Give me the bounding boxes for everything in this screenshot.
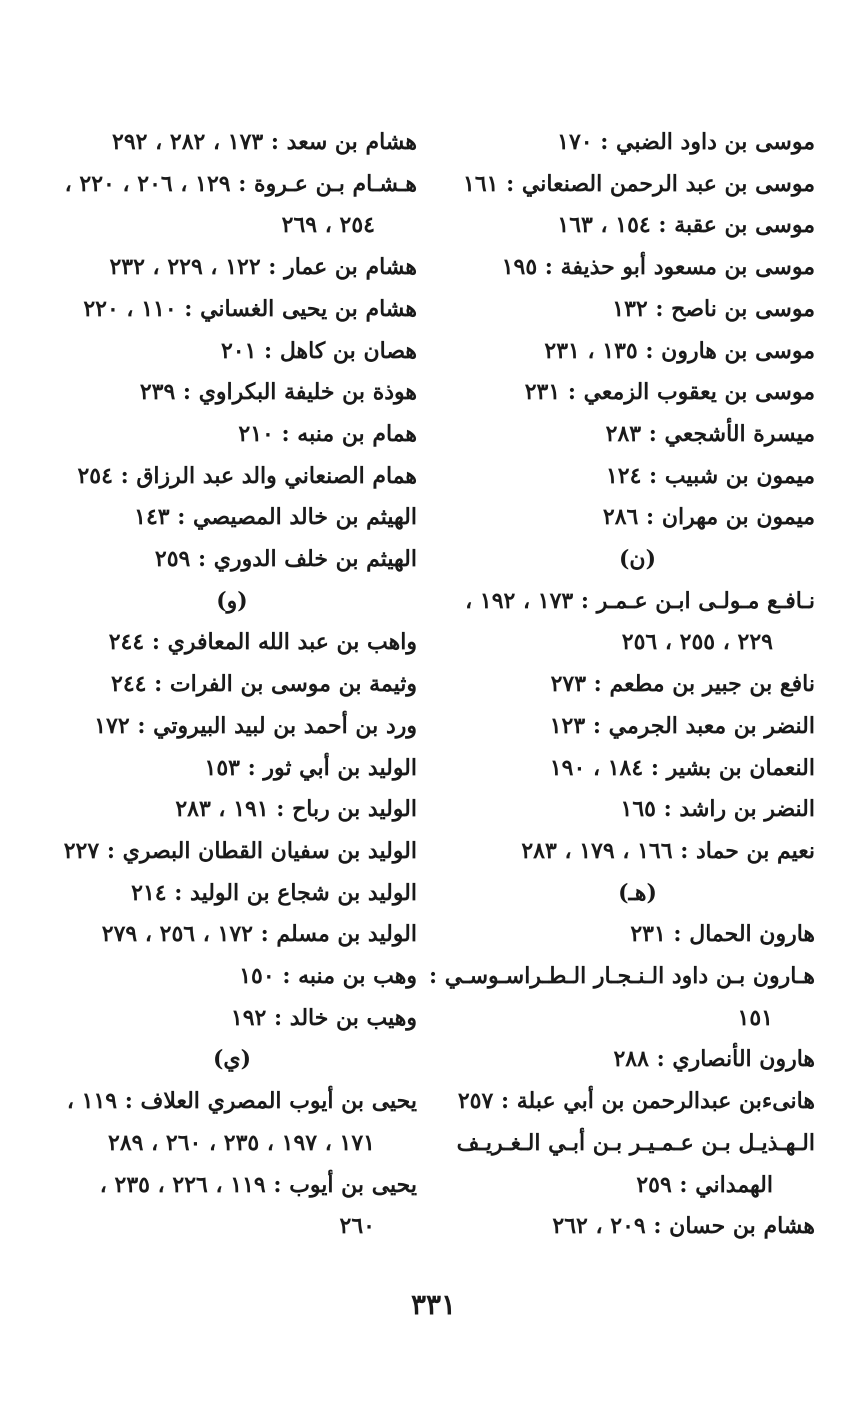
index-entry bbox=[460, 1206, 815, 1248]
index-entry bbox=[47, 247, 417, 289]
index-entry-text: ورد بن أحمد بن لبيد البيروتي : ١٧٢ bbox=[94, 712, 417, 739]
index-entry bbox=[47, 414, 417, 456]
index-entry bbox=[460, 581, 815, 664]
index-entry-text: موسى بن مسعود أبو حذيفة : ١٩٥ bbox=[501, 254, 815, 281]
index-entry-continuation: ٢٥٤ ، ٢٦٩ bbox=[281, 212, 375, 239]
index-entry-text: النضر بن معبد الجرمي : ١٢٣ bbox=[549, 712, 815, 739]
index-entry bbox=[429, 956, 815, 1039]
index-entry-continuation: ١٥١ bbox=[737, 1004, 773, 1031]
index-entry-text: همام الصنعاني والد عبد الرزاق : ٢٥٤ bbox=[77, 462, 417, 489]
index-entry-text: موسى بن ناصح : ١٣٢ bbox=[612, 295, 815, 322]
index-entry-continuation: ٢٢٩ ، ٢٥٥ ، ٢٥٦ bbox=[621, 629, 773, 656]
index-entry-text: هوذة بن خليفة البكراوي : ٢٣٩ bbox=[139, 379, 417, 406]
index-entry bbox=[47, 831, 417, 873]
index-entry bbox=[47, 164, 417, 247]
index-entry-text: هشام بن يحيى الغساني : ١١٠ ، ٢٢٠ bbox=[83, 295, 417, 322]
index-entry-text: واهب بن عبد الله المعافري : ٢٤٤ bbox=[108, 629, 417, 656]
index-entry-text: وثيمة بن موسى بن الفرات : ٢٤٤ bbox=[111, 671, 417, 698]
index-entry-text: النضر بن راشد : ١٦٥ bbox=[620, 796, 815, 823]
index-entry-text: وهب بن منبه : ١٥٠ bbox=[239, 963, 417, 990]
index-entry bbox=[460, 414, 815, 456]
index-entry bbox=[47, 331, 417, 373]
index-entry-text: وهيب بن خالد : ١٩٢ bbox=[230, 1004, 417, 1031]
index-entry-text: موسى بن يعقوب الزمعي : ٢٣١ bbox=[524, 379, 815, 406]
index-entry-text: ميمون بن مهران : ٢٨٦ bbox=[602, 504, 815, 531]
index-entry bbox=[47, 873, 417, 915]
index-entry-text: الوليد بن مسلم : ١٧٢ ، ٢٥٦ ، ٢٧٩ bbox=[101, 921, 417, 948]
index-entry-text: يحيى بن أيوب المصري العلاف : ١١٩ ، bbox=[66, 1088, 417, 1115]
index-entry bbox=[47, 956, 417, 998]
index-entry-text: هصان بن كاهل : ٢٠١ bbox=[220, 337, 417, 364]
index-entry bbox=[47, 622, 417, 664]
index-entry-text: موسى بن عبد الرحمن الصنعاني : ١٦١ bbox=[463, 170, 815, 197]
index-entry bbox=[47, 289, 417, 331]
index-entry bbox=[460, 122, 815, 164]
index-entry-text: يحيى بن أيوب : ١١٩ ، ٢٢٦ ، ٢٣٥ ، bbox=[99, 1171, 417, 1198]
index-entry-text: ميسرة الأشجعي : ٢٨٣ bbox=[605, 420, 815, 447]
index-entry bbox=[47, 789, 417, 831]
index-entry-text: هشام بن حسان : ٢٠٩ ، ٢٦٢ bbox=[552, 1213, 815, 1240]
letter-section-header: (ن) bbox=[619, 546, 656, 573]
letter-section-header: (ي) bbox=[212, 1046, 252, 1073]
index-entry bbox=[47, 1081, 417, 1164]
index-entry bbox=[47, 914, 417, 956]
index-entry bbox=[460, 205, 815, 247]
index-entry bbox=[460, 331, 815, 373]
index-entry bbox=[460, 372, 815, 414]
index-entry-text: موسى بن هارون : ١٣٥ ، ٢٣١ bbox=[544, 337, 815, 364]
index-entry-text: ميمون بن شبيب : ١٢٤ bbox=[605, 462, 815, 489]
letter-section-header: (و) bbox=[216, 587, 248, 614]
index-column-right bbox=[429, 122, 815, 1248]
index-entry-continuation: ١٧١ ، ١٩٧ ، ٢٣٥ ، ٢٦٠ ، ٢٨٩ bbox=[108, 1129, 375, 1156]
letter-section-header: (هـ) bbox=[618, 879, 657, 906]
index-entry-text: هانىءبن عبدالرحمن بن أبي عبلة : ٢٥٧ bbox=[457, 1088, 815, 1115]
index-entry bbox=[460, 289, 815, 331]
index-entry-text: هشام بن عمار : ١٢٢ ، ٢٢٩ ، ٢٣٢ bbox=[109, 254, 417, 281]
index-entry-text: نعيم بن حماد : ١٦٦ ، ١٧٩ ، ٢٨٣ bbox=[521, 837, 815, 864]
index-entry bbox=[460, 789, 815, 831]
index-entry-text: هارون الأنصاري : ٢٨٨ bbox=[613, 1046, 815, 1073]
index-entry-text: موسى بن داود الضبي : ١٧٠ bbox=[557, 129, 815, 155]
index-entry-text: الهيثم بن خالد المصيصي : ١٤٣ bbox=[134, 504, 417, 531]
index-entry bbox=[47, 539, 417, 581]
index-entry-text: الوليد بن شجاع بن الوليد : ٢١٤ bbox=[131, 879, 417, 906]
index-entry bbox=[460, 497, 815, 539]
index-entry bbox=[47, 998, 417, 1040]
index-entry bbox=[457, 1081, 815, 1123]
index-entry bbox=[47, 372, 417, 414]
index-entry bbox=[460, 914, 815, 956]
index-entry-text: موسى بن عقبة : ١٥٤ ، ١٦٣ bbox=[557, 212, 815, 239]
index-entry-text: الوليد بن أبي ثور : ١٥٣ bbox=[204, 754, 417, 781]
index-entry-text: هشام بن سعد : ١٧٣ ، ٢٨٢ ، ٢٩٢ bbox=[112, 129, 417, 155]
index-entry-text: نافع بن جبير بن مطعم : ٢٧٣ bbox=[550, 671, 815, 698]
index-entry bbox=[47, 497, 417, 539]
index-entry-text: هارون الحمال : ٢٣١ bbox=[630, 921, 815, 948]
index-entry-text: هـشـام بـن عـروة : ١٢٩ ، ٢٠٦ ، ٢٢٠ ، bbox=[64, 170, 417, 197]
index-entry-text: الـهـذيـل بـن عـمـيـر بـن أبـي الـغـريـف bbox=[456, 1129, 815, 1156]
index-entry bbox=[460, 164, 815, 206]
index-entry-text: الهيثم بن خلف الدوري : ٢٥٩ bbox=[154, 546, 417, 573]
index-entry-continuation: الهمداني : ٢٥٩ bbox=[636, 1171, 773, 1198]
index-entry bbox=[460, 831, 815, 873]
index-entry bbox=[460, 1039, 815, 1081]
index-entry-text: الوليد بن سفيان القطان البصري : ٢٢٧ bbox=[63, 837, 417, 864]
index-entry bbox=[47, 706, 417, 748]
index-entry-text: هـارون بـن داود الـنـجـار الـطـراسـوسـي : bbox=[429, 963, 815, 990]
index-entry bbox=[47, 122, 417, 164]
index-entry bbox=[460, 456, 815, 498]
index-entry-continuation: ٢٦٠ bbox=[339, 1213, 375, 1240]
index-entry bbox=[460, 247, 815, 289]
index-entry-text: نـافـع مـولـى ابـن عـمـر : ١٧٣ ، ١٩٢ ، bbox=[465, 587, 815, 614]
index-entry bbox=[47, 664, 417, 706]
index-entry bbox=[47, 1165, 417, 1248]
index-column-left bbox=[47, 122, 417, 1248]
index-entry bbox=[456, 1123, 815, 1206]
index-entry-text: الوليد بن رباح : ١٩١ ، ٢٨٣ bbox=[175, 796, 417, 823]
index-entry-text: النعمان بن بشير : ١٨٤ ، ١٩٠ bbox=[549, 754, 815, 781]
page-number: ٣٣١ bbox=[410, 1288, 457, 1321]
index-entry bbox=[47, 456, 417, 498]
index-entry bbox=[460, 664, 815, 706]
index-entry bbox=[460, 706, 815, 748]
index-entry bbox=[47, 748, 417, 790]
index-entry-text: همام بن منبه : ٢١٠ bbox=[238, 420, 417, 447]
index-entry bbox=[460, 748, 815, 790]
